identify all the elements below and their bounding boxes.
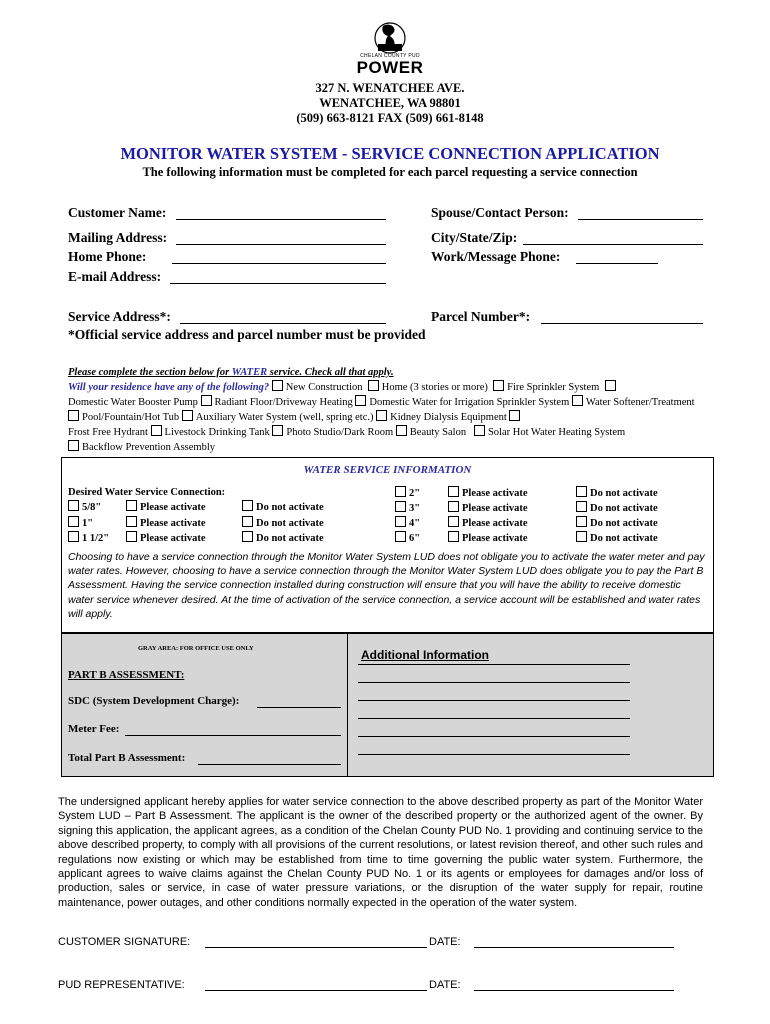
checkbox-activate-1[interactable] — [126, 516, 137, 527]
checkbox-noactivate-1[interactable] — [242, 516, 253, 527]
checkbox-size-2[interactable] — [395, 486, 406, 497]
water-service-heading: WATER SERVICE INFORMATION — [303, 464, 472, 476]
customer-signature-field[interactable] — [205, 936, 427, 948]
checkbox-fire-sprinkler[interactable] — [493, 380, 504, 391]
checkbox-auxiliary[interactable] — [182, 410, 193, 421]
label-activate: Please activate — [462, 488, 528, 499]
page-subtitle: The following information must be completed for each parcel requesting a service connection — [142, 165, 638, 179]
features-intro — [68, 366, 394, 380]
label-size-3: 3" — [409, 503, 421, 514]
meter-fee-label: Meter Fee: — [68, 723, 120, 735]
checkbox-size-1[interactable] — [68, 516, 79, 527]
service-address-label: Service Address*: — [68, 309, 171, 324]
mailing-address-field[interactable] — [176, 231, 386, 245]
checkbox-noactivate-3[interactable] — [576, 501, 587, 512]
label-size-5-8: 5/8" — [82, 502, 102, 513]
additional-info-line-3[interactable] — [358, 700, 630, 701]
page-title: MONITOR WATER SYSTEM - SERVICE CONNECTION APPLICATION — [120, 144, 660, 163]
checkbox-noactivate-2[interactable] — [576, 486, 587, 497]
additional-info-line-6[interactable] — [358, 754, 630, 755]
label-activate: Please activate — [462, 518, 528, 529]
checkbox-activate-1-1-2[interactable] — [126, 531, 137, 542]
label-activate: Please activate — [140, 533, 206, 544]
address-line-1: 327 N. WENATCHEE AVE. — [315, 81, 465, 95]
label-kidney-dialysis: Kidney Dialysis Equipment — [390, 412, 507, 423]
work-phone-field[interactable] — [576, 250, 658, 264]
label-size-2: 2" — [409, 488, 421, 499]
phone-fax-line: (509) 663-8121 FAX (509) 661-8148 — [296, 111, 484, 125]
checkbox-solar-hot-water[interactable] — [474, 425, 485, 436]
header-address — [0, 81, 770, 126]
official-note: *Official service address and parcel number must be provided — [68, 327, 426, 342]
label-do-not-activate: Do not activate — [590, 503, 658, 514]
customer-name-label: Customer Name: — [68, 205, 167, 220]
label-irrigation: Domestic Water for Irrigation Sprinkler System — [369, 397, 570, 408]
label-home-3-stories: Home (3 stories or more) — [381, 382, 488, 393]
total-part-b-field[interactable] — [198, 753, 341, 765]
home-phone-field[interactable] — [172, 250, 386, 264]
label-backflow: Backflow Prevention Assembly — [82, 442, 215, 453]
pud-date-field[interactable] — [474, 979, 674, 991]
noactivate-left — [242, 500, 324, 547]
sdc-field[interactable] — [257, 696, 341, 708]
checkbox-new-construction[interactable] — [272, 380, 283, 391]
noactivate-right — [576, 486, 658, 546]
checkbox-size-3[interactable] — [395, 501, 406, 512]
sdc-label: SDC (System Development Charge): — [68, 695, 240, 707]
customer-date-field[interactable] — [474, 936, 674, 948]
label-new-construction: New Construction — [285, 382, 363, 393]
label-pool: Pool/Fountain/Hot Tub — [82, 412, 180, 423]
checkbox-noactivate-6[interactable] — [576, 531, 587, 542]
label-size-1-1-2: 1 1/2" — [82, 533, 110, 544]
label-beauty-salon: Beauty Salon — [409, 427, 467, 438]
activate-left — [126, 500, 206, 547]
customer-date-label: DATE: — [429, 936, 461, 948]
checkbox-frost-free[interactable] — [509, 410, 520, 421]
spouse-contact-label: Spouse/Contact Person: — [431, 205, 569, 220]
home-phone-label: Home Phone: — [68, 249, 147, 264]
checkbox-photo-studio[interactable] — [272, 425, 283, 436]
label-booster-pump: Domestic Water Booster Pump — [68, 397, 198, 408]
desired-connection-label: Desired Water Service Connection: — [68, 487, 226, 498]
pud-representative-label: PUD REPRESENTATIVE: — [58, 979, 185, 991]
label-radiant-floor: Radiant Floor/Driveway Heating — [214, 397, 353, 408]
label-size-1: 1" — [82, 517, 94, 529]
checkbox-radiant-floor[interactable] — [201, 395, 212, 406]
pud-representative-field[interactable] — [205, 979, 427, 991]
additional-info-label: Additional Information — [361, 648, 489, 662]
part-b-label: PART B ASSESSMENT: — [68, 669, 185, 681]
activate-right — [448, 486, 528, 546]
checkbox-booster-pump[interactable] — [605, 380, 616, 391]
email-label: E-mail Address: — [68, 269, 162, 284]
logo-small-text: CHELAN COUNTY PUD — [360, 53, 420, 59]
spouse-contact-field[interactable] — [578, 206, 703, 220]
parcel-number-label: Parcel Number*: — [431, 309, 531, 324]
checkbox-water-softener[interactable] — [572, 395, 583, 406]
checkbox-noactivate-1-1-2[interactable] — [242, 531, 253, 542]
checkbox-backflow[interactable] — [68, 440, 79, 451]
label-do-not-activate: Do not activate — [590, 533, 658, 544]
label-size-4: 4" — [409, 518, 421, 529]
features-intro-suffix: service. Check all that apply. — [267, 367, 394, 378]
service-address-field[interactable] — [180, 310, 386, 324]
city-state-zip-label: City/State/Zip: — [431, 230, 518, 245]
address-line-2: WENATCHEE, WA 98801 — [319, 96, 461, 110]
checkbox-activate-6[interactable] — [448, 531, 459, 542]
features-question: Will your residence have any of the following? — [68, 382, 270, 393]
additional-info-line-5[interactable] — [358, 736, 630, 737]
features-list — [68, 380, 708, 455]
mailing-address-label: Mailing Address: — [68, 230, 168, 245]
office-divider — [347, 633, 348, 777]
checkbox-activate-2[interactable] — [448, 486, 459, 497]
label-activate: Please activate — [140, 517, 206, 529]
checkbox-home-3-stories[interactable] — [368, 380, 379, 391]
checkbox-kidney-dialysis[interactable] — [376, 410, 387, 421]
checkbox-pool[interactable] — [68, 410, 79, 421]
label-frost-free: Frost Free Hydrant — [68, 427, 148, 438]
label-fire-sprinkler: Fire Sprinkler System — [507, 382, 600, 393]
checkbox-activate-4[interactable] — [448, 516, 459, 527]
label-do-not-activate: Do not activate — [590, 488, 658, 499]
label-do-not-activate: Do not activate — [256, 502, 324, 513]
label-solar-hot-water: Solar Hot Water Heating System — [487, 427, 626, 438]
total-part-b-label: Total Part B Assessment: — [68, 752, 186, 764]
checkbox-activate-3[interactable] — [448, 501, 459, 512]
checkbox-size-5-8[interactable] — [68, 500, 79, 511]
additional-info-line-2[interactable] — [358, 682, 630, 683]
features-intro-prefix: Please complete the section below for — [68, 367, 232, 378]
city-state-zip-field[interactable] — [523, 231, 703, 245]
pud-date-label: DATE: — [429, 979, 461, 991]
checkbox-activate-5-8[interactable] — [126, 500, 137, 511]
checkbox-noactivate-4[interactable] — [576, 516, 587, 527]
checkbox-irrigation[interactable] — [355, 395, 366, 406]
checkbox-beauty-salon[interactable] — [396, 425, 407, 436]
email-field[interactable] — [170, 270, 386, 284]
label-livestock: Livestock Drinking Tank — [164, 427, 270, 438]
checkbox-noactivate-5-8[interactable] — [242, 500, 253, 511]
meter-fee-field[interactable] — [125, 724, 341, 736]
work-phone-label: Work/Message Phone: — [431, 249, 561, 264]
logo-brand: POWER — [356, 58, 424, 77]
additional-info-line-1[interactable] — [358, 664, 630, 665]
customer-name-field[interactable] — [176, 206, 386, 220]
label-do-not-activate: Do not activate — [256, 533, 324, 544]
parcel-number-field[interactable] — [541, 310, 703, 324]
sizes-left — [68, 500, 109, 547]
label-auxiliary: Auxiliary Water System (well, spring etc.) — [195, 412, 374, 423]
label-photo-studio: Photo Studio/Dark Room — [286, 427, 394, 438]
features-intro-water: WATER — [231, 367, 268, 378]
additional-info-line-4[interactable] — [358, 718, 630, 719]
label-activate: Please activate — [140, 502, 206, 513]
checkbox-livestock[interactable] — [151, 425, 162, 436]
gray-area-label: GRAY AREA: FOR OFFICE USE ONLY — [138, 645, 254, 652]
checkbox-size-1-1-2[interactable] — [68, 531, 79, 542]
agreement-text: The undersigned applicant hereby applies for water service connection to the above described property as part of the Monitor Water System LUD – Part B Assessment. The applicant is the owner of the described property or the authorized agent of the owner. By signing this application, the applicant agrees, as a condition of the Chelan County PUD No. 1 providing and continuing service to the above described property, to comply with all provisions of the current resolutions, or latest revision thereof, and other such rules and regulations now existing or which may be established from time to time governing the public water system. Furthermore, the applicant agrees to waive claims against the Chelan County PUD No. 1 or its agents or employees for damages and/or loss of production, sales or service, in case of water pressure variations, or the disruption of the water supply for repair, routine maintenance, power outages, and other conditions normally expected in the operation of the water system. — [58, 796, 703, 909]
service-disclaimer: Choosing to have a service connection through the Monitor Water System LUD does not obligate you to activate the water meter and pay water rates. However, choosing to have a service connection through the Monitor Water System LUD does obligate you to pay the Part B Assessment. Having the service connection installed during construction will ensure that you will have the ability to receive domestic water service whenever desired. At the time of activation of the service connection, a service account will be established and water rates will apply. — [68, 551, 705, 620]
checkbox-size-6[interactable] — [395, 531, 406, 542]
label-activate: Please activate — [462, 533, 528, 544]
label-do-not-activate: Do not activate — [256, 517, 324, 529]
label-do-not-activate: Do not activate — [590, 518, 658, 529]
label-water-softener: Water Softener/Treatment — [585, 397, 695, 408]
customer-signature-label: CUSTOMER SIGNATURE: — [58, 936, 191, 948]
label-activate: Please activate — [462, 503, 528, 514]
checkbox-size-4[interactable] — [395, 516, 406, 527]
label-size-6: 6" — [409, 533, 421, 544]
sizes-right — [395, 486, 420, 546]
